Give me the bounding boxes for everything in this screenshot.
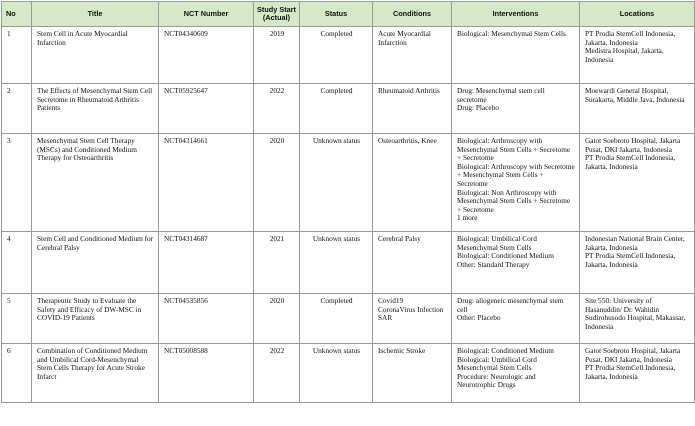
cell-locations-line: Indonesian National Brain Center, Jakarta, Indonesia [585,234,685,252]
cell-no: 3 [2,134,32,232]
cell-interventions-line: Other: Placebo [457,313,501,323]
clinical-trials-table [1,1,695,403]
cell-nct-number: NCT04535856 [159,294,254,344]
cell-locations-line: PT Prodia StemCell Indonesia, Jakarta, Indonesia [585,153,676,171]
cell-title: Combination of Conditioned Medium and Umbilical Cord-Mesenchymal Stem Cells Therapy for Acute Stroke Infarct [32,344,159,403]
cell-locations-line: Gatot Soebroto Hospital, Jakarta Pusat, DKI Jakarta, Indonesia [585,136,681,154]
cell-nct-number: NCT04314661 [159,134,254,232]
cell-interventions-line: Biological: Conditioned Medium [457,251,554,261]
cell-locations-line: PT Prodia StemCell Indonesia, Jakarta, Indonesia [585,29,676,47]
cell-interventions-line: Biological: Arthroscopy with Mesenchymal Stem Cells + Secretome + Secretome [457,136,571,163]
cell-interventions-line: Drug: Placebo [457,103,499,113]
cell-status: Completed [300,27,373,84]
cell-conditions: Covid19 CoronaVirus Infection SAR [373,294,452,344]
cell-nct-number: NCT05925647 [159,84,254,134]
cell-title: Mesenchymal Stem Cell Therapy (MSCs) and Conditioned Medium Therapy for Osteoarthritis [32,134,159,232]
cell-interventions-line: Biological: Non Arthroscopy with Mesenchymal Stem Cells + Secretome + Secretome [457,187,571,214]
cell-locations-line: Moewardi General Hospital, Surakarta, Middle Java, Indonesia [585,86,685,104]
cell-interventions-line: Drug: allogeneic mesenchymal stem cell [457,296,564,314]
column-header-status: Status [300,2,373,27]
cell-interventions-line: Biological: Mesenchymal Stem Cells [457,29,566,38]
table-body [2,27,695,403]
cell-interventions-line: Other: Standard Therapy [457,259,530,269]
cell-conditions: Ischemic Stroke [373,344,452,403]
cell-interventions [452,344,580,403]
column-header-study-start: Study Start (Actual) [254,2,300,27]
cell-no: 4 [2,232,32,294]
cell-interventions-line: Biological: Conditioned Medium [457,346,554,355]
cell-interventions-line: Biological: Umbilical Cord Mesenchymal Stem Cells [457,354,537,373]
cell-study-start: 2022 [254,84,300,134]
column-header-conditions: Conditions [373,2,452,27]
column-header-locations: Locations [580,2,695,27]
cell-title: The Effects of Mesenchymal Stem Cell Secretome in Rheumatoid Arthritis Patients [32,84,159,134]
cell-locations [580,232,695,294]
cell-interventions [452,134,580,232]
cell-nct-number: NCT04314687 [159,232,254,294]
cell-locations-line: Site 550: University of Hasanuddin/ Dr. Wahidin Sudirohusodo Hospital, Makassar, Indonesia [585,296,686,331]
cell-nct-number: NCT05008588 [159,344,254,403]
column-header-title: Title [32,2,159,27]
cell-conditions: Acute Myocardial Infarction [373,27,452,84]
cell-no: 2 [2,84,32,134]
cell-locations-line: Medistra Hospital, Jakarta, Indonesia [585,46,664,64]
cell-locations-line: PT Prodia StemCell Indonesia, Jakarta, Indonesia [585,251,676,269]
cell-status: Unknown status [300,134,373,232]
table-row [2,27,695,84]
table-row [2,232,695,294]
cell-locations [580,134,695,232]
cell-interventions-line: Drug: Mesenchymal stem cell secretome [457,86,545,104]
cell-study-start: 2021 [254,232,300,294]
cell-title: Stem Cell in Acute Myocardial Infarction [32,27,159,84]
cell-status: Unknown status [300,344,373,403]
cell-interventions-line: Biological: Umbilical Cord Mesenchymal Stem Cells [457,234,537,252]
cell-status: Completed [300,84,373,134]
cell-locations [580,294,695,344]
cell-study-start: 2019 [254,27,300,84]
cell-interventions-line: Procedure: Neurologic and Neurotrophic Drugs [457,371,536,390]
cell-interventions-line: 1 more [457,213,478,223]
cell-locations [580,27,695,84]
cell-no: 1 [2,27,32,84]
cell-locations [580,344,695,403]
column-header-interventions: Interventions [452,2,580,27]
cell-conditions: Cerebral Palsy [373,232,452,294]
cell-status: Unknown status [300,232,373,294]
cell-interventions [452,84,580,134]
cell-interventions [452,232,580,294]
cell-title: Stem Cell and Conditioned Medium for Cerebral Palsy [32,232,159,294]
cell-status: Completed [300,294,373,344]
cell-no: 5 [2,294,32,344]
cell-locations [580,84,695,134]
table-row [2,344,695,403]
cell-study-start: 2020 [254,134,300,232]
cell-nct-number: NCT04340609 [159,27,254,84]
column-header-no: No [2,2,32,27]
header-row [2,2,695,27]
cell-title: Therapeutic Study to Evaluate the Safety and Efficacy of DW-MSC in COVID-19 Patients [32,294,159,344]
table-row [2,134,695,232]
cell-interventions-line: Biological: Arthroscopy with Secretome + Mesenchymal Stem Cells + Secretome [457,161,575,188]
column-header-nct-number: NCT Number [159,2,254,27]
cell-study-start: 2020 [254,294,300,344]
cell-study-start: 2022 [254,344,300,403]
table-row [2,294,695,344]
cell-interventions [452,27,580,84]
table-row [2,84,695,134]
cell-no: 6 [2,344,32,403]
cell-conditions: Osteoarthritis, Knee [373,134,452,232]
cell-interventions [452,294,580,344]
cell-locations-line: Gatot Soebroto Hospital, Jakarta Pusat, DKI Jakarta, Indonesia [585,346,681,364]
cell-locations-line: PT Prodia StemCell Indonesia, Jakarta, Indonesia [585,363,676,381]
cell-conditions: Rheumatoid Arthritis [373,84,452,134]
